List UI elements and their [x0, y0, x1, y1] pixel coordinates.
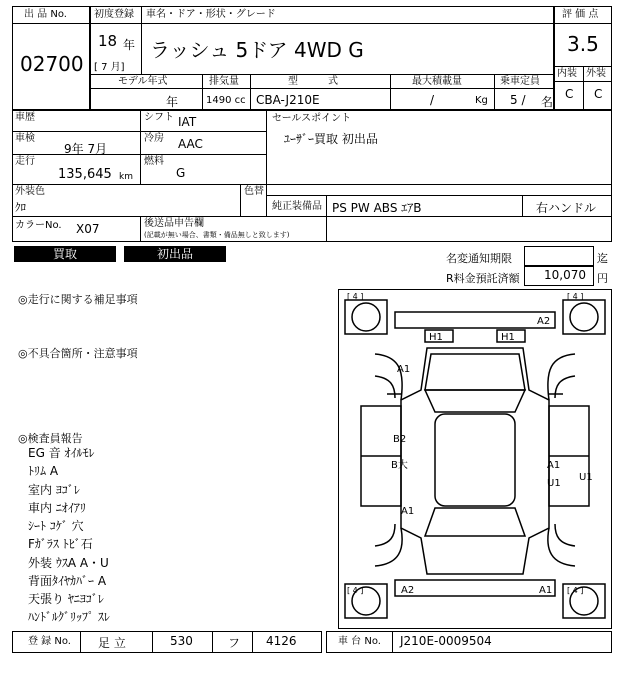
capacity-label: 乗車定員: [500, 76, 540, 87]
damage-mark: A1: [539, 585, 553, 596]
type-value: CBA-J210E: [256, 93, 320, 107]
grade-value: 3.5: [567, 32, 599, 56]
inspection-value: 9年 7月: [64, 142, 108, 156]
report-line: 天張り ﾔﾆﾖｺﾞﾚ: [28, 592, 104, 606]
damage-mark: A1: [547, 460, 561, 471]
damage-mark: H1: [501, 332, 515, 343]
report-line: Fｶﾞﾗｽ ﾄﾋﾞ石: [28, 537, 93, 551]
driving-remarks-label: ◎走行に関する補足事項: [18, 293, 138, 306]
recycle-label: R料金預託済額: [446, 272, 520, 285]
steering-value: 右ハンドル: [536, 201, 597, 215]
color-number-value: X07: [76, 222, 100, 236]
registration-number-label: 登 録 No.: [28, 636, 71, 647]
documents-label: 後送品申告欄: [144, 218, 204, 229]
vehicle-diagram: [338, 289, 612, 629]
type-label: 型 式: [288, 76, 338, 87]
first-listing-badge: 初出品: [124, 246, 226, 262]
color-number-label: カラーNo.: [15, 220, 62, 231]
damage-mark: A2: [401, 585, 415, 596]
registration-month: [ 7 月]: [94, 62, 125, 73]
shift-label: シフト: [144, 112, 174, 123]
tire-label: [ 4 ]: [347, 586, 364, 595]
registration-area: 足 立: [98, 636, 126, 650]
vehicle-name-header: 車名・ドア・形状・グレード: [146, 9, 276, 20]
damage-mark: A2: [537, 316, 551, 327]
report-line: 背面ﾀｲﾔｶﾊﾞｰ A: [28, 574, 107, 588]
documents-note: (記載が無い場合、書類・備品無しと致します): [144, 231, 290, 239]
report-line: EG 音 ｵｲﾙﾓﾚ: [28, 446, 95, 460]
damage-mark: U1: [547, 478, 561, 489]
damage-mark: H1: [429, 332, 443, 343]
ext-color-value: ｸﾛ: [15, 201, 26, 214]
name-change-label: 名変通知期限: [446, 252, 512, 265]
tire-label: [ 4 ]: [567, 292, 584, 301]
recycle-unit: 円: [597, 272, 608, 285]
inspection-label: 車検: [15, 133, 35, 144]
history-label: 車歴: [15, 112, 35, 123]
vehicle-name: ラッシュ 5ドア 4WD G: [150, 38, 364, 62]
interior-grade-label: 内装: [557, 68, 577, 79]
report-line: ｼｰﾄ ｺｹﾞ 穴: [28, 519, 84, 533]
registration-class: 530: [170, 634, 193, 648]
capacity-value: 5 /: [510, 93, 526, 107]
capacity-unit: 名: [541, 95, 554, 109]
registration-year-unit: 年: [123, 38, 136, 52]
purchase-badge: 買取: [14, 246, 116, 262]
report-line: 外装 ｳｽA A・U: [28, 556, 109, 570]
damage-mark: B2: [393, 434, 407, 445]
chassis-number-label: 車 台 No.: [338, 636, 381, 647]
mileage-unit: km: [119, 172, 133, 182]
fuel-label: 燃料: [144, 156, 164, 167]
defect-remarks-label: ◎不具合箇所・注意事項: [18, 347, 138, 360]
lot-number: 02700: [20, 52, 84, 76]
tire-label: [ 4 ]: [567, 586, 584, 595]
max-load-unit: Kg: [475, 95, 488, 106]
exterior-grade-label: 外装: [586, 68, 606, 79]
report-line: 車内 ﾆｵｲｱﾘ: [28, 501, 86, 515]
ac-value: AAC: [178, 137, 203, 151]
mileage-value: 135,645: [58, 167, 112, 182]
damage-mark: A1: [397, 364, 411, 375]
sales-point-value: ﾕｰｻﾞｰ買取 初出品: [284, 132, 378, 146]
report-line: ﾄﾘﾑ A: [28, 464, 59, 478]
sales-point-label: セールスポイント: [272, 113, 352, 124]
model-year-label: モデル年式: [118, 76, 168, 87]
registration-year: 18: [98, 32, 118, 50]
registration-number: 4126: [266, 634, 297, 648]
max-load-slash: /: [430, 93, 435, 107]
exterior-grade: C: [594, 87, 603, 101]
ac-label: 冷房: [144, 133, 164, 144]
report-line: ﾊﾝﾄﾞﾙｸﾞﾘｯﾌﾟ ｽﾚ: [28, 610, 110, 624]
fuel-value: G: [176, 166, 186, 180]
inspector-report-label: ◎検査員報告: [18, 432, 83, 445]
car-outline-svg: [339, 290, 611, 628]
lot-number-label: 出 品 No.: [24, 9, 67, 20]
shift-value: IAT: [178, 115, 197, 129]
mileage-label: 走行: [15, 156, 35, 167]
chassis-number: J210E-0009504: [400, 634, 492, 648]
displacement-label: 排気量: [209, 76, 239, 87]
model-year-unit: 年: [166, 95, 179, 109]
displacement-value: 1490 cc: [206, 95, 246, 106]
color-change-label: 色替: [244, 186, 264, 197]
equipment-label: 純正装備品: [272, 201, 322, 212]
damage-mark: B大: [391, 460, 408, 471]
interior-grade: C: [565, 87, 574, 101]
tire-label: [ 4 ]: [347, 292, 364, 301]
equipment-value: PS PW ABS ｴｱB: [332, 201, 422, 215]
damage-mark: U1: [579, 472, 593, 483]
first-registration-label: 初度登録: [94, 9, 134, 20]
report-line: 室内 ﾖｺﾞﾚ: [28, 483, 80, 497]
name-change-field: [524, 246, 594, 266]
ext-color-label: 外装色: [15, 186, 45, 197]
name-change-unit: 迄: [597, 252, 608, 265]
recycle-value: 10,070: [544, 268, 586, 282]
registration-kana: フ: [228, 636, 241, 650]
grade-label: 評 価 点: [562, 9, 599, 20]
damage-mark: A1: [401, 506, 415, 517]
max-load-label: 最大積載量: [412, 76, 462, 87]
